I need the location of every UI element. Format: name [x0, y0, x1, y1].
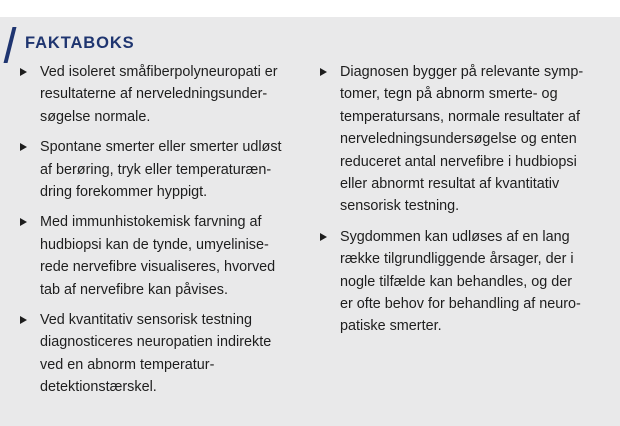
text-line: af berøring, tryk eller temperaturæn- [40, 161, 272, 178]
text-line: Diagnosen bygger på relevante symp- [340, 64, 584, 80]
list-item [18, 136, 310, 203]
text-line: række tilgrundliggende årsager, der i [340, 251, 574, 268]
text-line: Ved isoleret småfiberpolyneuropati er [40, 64, 278, 80]
text-line: rede nervefibre visualiseres, hvorved [40, 259, 276, 276]
text-line: Spontane smerter eller smerter udløst [40, 139, 282, 156]
text-line: Sygdommen kan udløses af en lang [340, 228, 570, 245]
text-line: dring forekommer hyppigt. [40, 184, 208, 201]
text-line: detektionstærskel. [40, 379, 157, 396]
accent-bar [4, 27, 17, 63]
triangle-bullet-icon [20, 218, 27, 226]
list-item [18, 61, 310, 128]
text-line: tab af nervefibre kan påvises. [40, 281, 228, 298]
factbox-title: FAKTABOKS [25, 34, 135, 52]
triangle-bullet-icon [320, 68, 327, 76]
triangle-bullet-icon [20, 68, 27, 76]
text-line: nerveledningsundersøgelse og enten [340, 131, 577, 148]
text-line: patiske smerter. [340, 318, 442, 335]
triangle-bullet-icon [20, 143, 27, 151]
text-line: resultaterne af nerveledningsunder- [40, 86, 268, 103]
triangle-bullet-icon [20, 316, 27, 324]
text-line: eller abnormt resultat af kvantitativ [340, 176, 560, 193]
list-item [318, 61, 616, 218]
list-item [18, 309, 310, 399]
left-column [18, 61, 310, 407]
text-line: nogle tilfælde kan behandles, og der [340, 273, 573, 290]
right-column [318, 61, 616, 346]
text-line: er ofte behov for behandling af neuro- [340, 296, 581, 313]
text-line: søgelse normale. [40, 108, 151, 125]
factbox [0, 17, 620, 426]
text-line: temperatursans, normale resultater af [340, 108, 580, 125]
text-line: tomer, tegn på abnorm smerte- og [340, 86, 558, 103]
list-item [18, 211, 310, 301]
text-line: reduceret antal nervefibre i hudbiopsi [340, 153, 577, 170]
text-line: diagnosticeres neuropatien indirekte [40, 334, 272, 351]
text-line: sensorisk testning. [340, 198, 460, 215]
text-line: Med immunhistokemisk farvning af [40, 214, 262, 231]
list-item [318, 226, 616, 338]
triangle-bullet-icon [320, 233, 327, 241]
text-line: Ved kvantitativ sensorisk testning [40, 312, 252, 329]
text-line: ved en abnorm temperatur- [40, 356, 215, 373]
text-line: hudbiopsi kan de tynde, umyelinise- [40, 236, 269, 253]
